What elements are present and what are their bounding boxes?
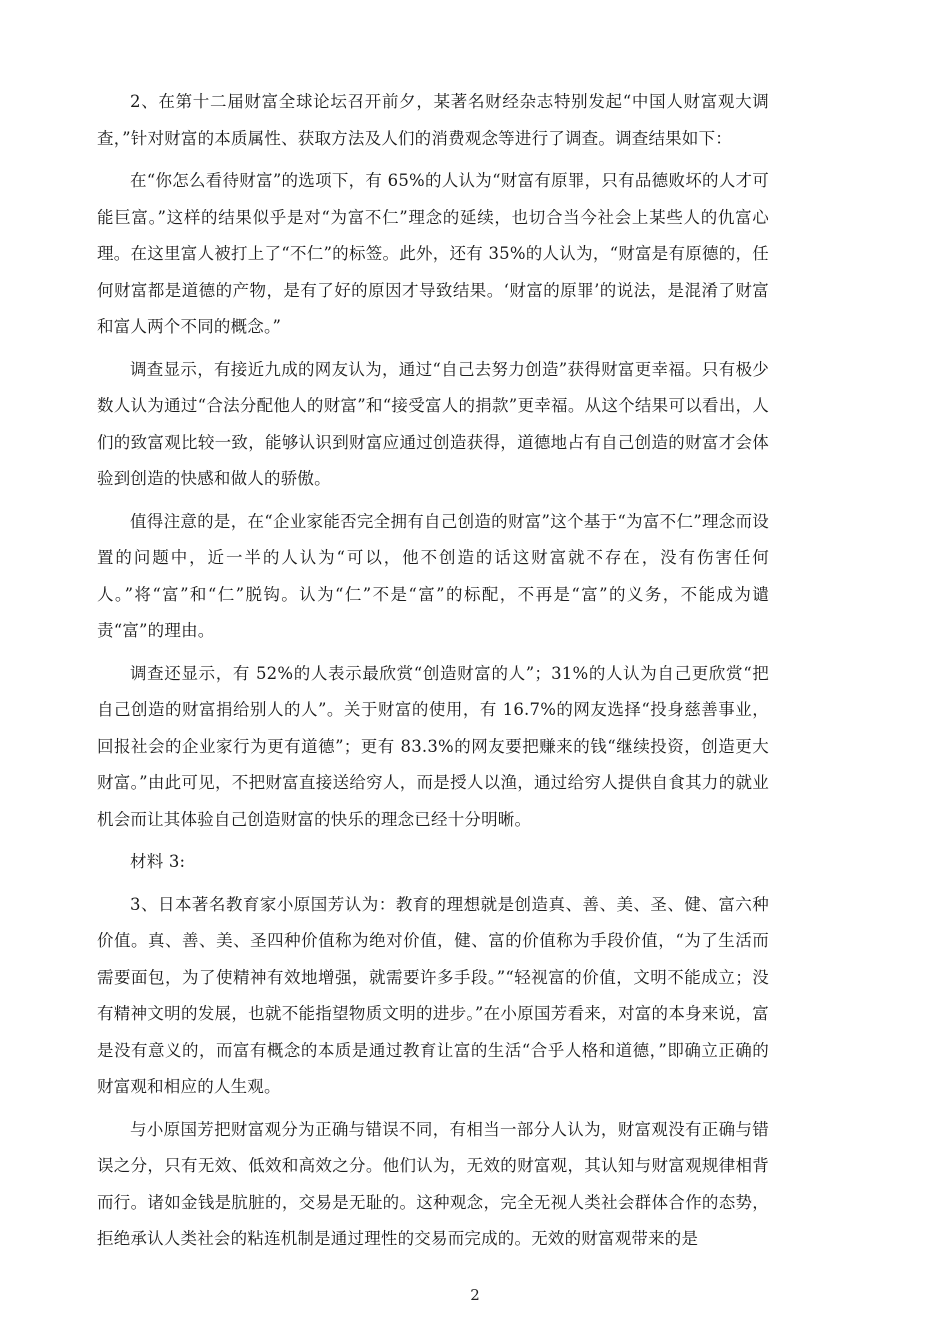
paragraph-efficiency-view: 与小原国芳把财富观分为正确与错误不同，有相当一部分人认为，财富观没有正确与错误之分，只有无效、低效和高效之分。他们认为，无效的财富观，其认知与财富观规律相背而行。诸如金钱是肮脏的，交易是无耻的。这种观念，完全无视人类社会群体合作的态势，拒绝承认人类社会的粘连机制是通过理性的交易而完成的。无效的财富观带来的是: [97, 1119, 769, 1248]
document-body: [97, 84, 769, 1264]
paragraph-entrepreneur: 值得注意的是，在“企业家能否完全拥有自己创造的财富”这个基于“为富不仁”理念而设置的问题中，近一半的人认为“可以，他不创造的话这财富就不存在，没有伤害任何人。”将“富”和“仁”脱钩。认为“仁”不是“富”的标配，不再是“富”的义务，不能成为谴责“富”的理由。: [97, 511, 769, 640]
paragraph-wealth-view: 在“你怎么看待财富”的选项下，有 65%的人认为“财富有原罪，只有品德败坏的人才可能巨富。”这样的结果似乎是对“为富不仁”理念的延续，也切合当今社会上某些人的仇富心理。在这里富人被打上了“不仁”的标签。此外，还有 35%的人认为，“财富是有原德的，任何财富都是道德的产物，是有了好的原因才导致结果。‘财富的原罪’的说法，是混淆了财富和富人两个不同的概念。”: [97, 171, 769, 336]
paragraph-wealth-usage: 调查还显示，有 52%的人表示最欣赏“创造财富的人”；31%的人认为自己更欣赏“把自己创造的财富捐给别人的人”。关于财富的使用，有 16.7%的网友选择“投身慈善事业，回报社会的企业家行为更有道德”；更有 83.3%的网友要把赚来的钱“继续投资，创造更大财富。”由此可见，不把财富直接送给穷人，而是授人以渔，通过给穷人提供自食其力的就业机会而让其体验自己创造财富的快乐的理念已经十分明晰。: [97, 663, 769, 829]
page-number: 2: [470, 1286, 480, 1304]
paragraph-happiness: 调查显示，有接近九成的网友认为，通过“自己去努力创造”获得财富更幸福。只有极少数人认为通过“合法分配他人的财富”和“接受富人的捐款”更幸福。从这个结果可以看出，人们的致富观比较一致，能够认识到财富应通过创造获得，道德地占有自己创造的财富才会体验到创造的快感和做人的骄傲。: [97, 359, 769, 488]
material-heading: 材料 3:: [130, 852, 186, 871]
paragraph-survey-intro: 2、在第十二届财富全球论坛召开前夕，某著名财经杂志特别发起“中国人财富观大调查，”针对财富的本质属性、获取方法及人们的消费观念等进行了调查。调查结果如下：: [97, 92, 769, 148]
paragraph-obara-kuniyoshi: 3、日本著名教育家小原国芳认为：教育的理想就是创造真、善、美、圣、健、富六种价值。真、善、美、圣四种价值称为绝对价值，健、富的价值称为手段价值，“为了生活而需要面包，为了使精神有效地增强，就需要许多手段。”“轻视富的价值，文明不能成立；没有精神文明的发展，也就不能指望物质文明的进步。”在小原国芳看来，对富的本身来说，富是没有意义的，而富有概念的本质是通过教育让富的生活“合乎人格和道德，”即确立正确的财富观和相应的人生观。: [97, 894, 769, 1096]
